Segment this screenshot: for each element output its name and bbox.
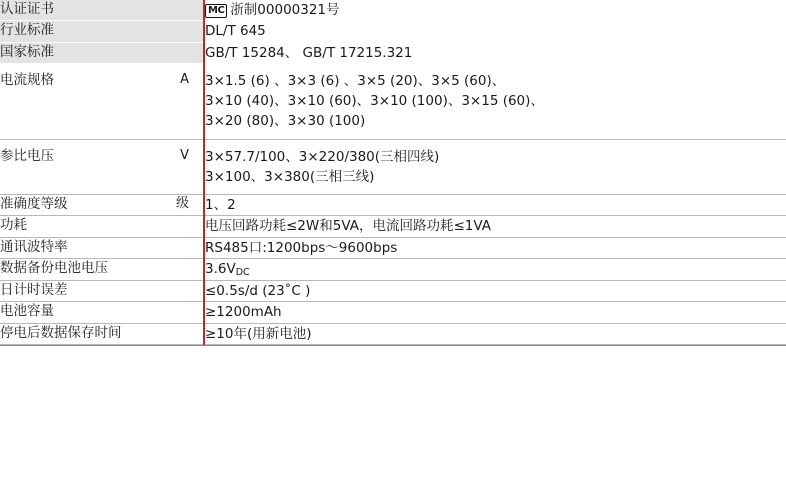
row-label-inner (0, 302, 203, 322)
row-label-cell (0, 323, 204, 344)
row-label-cell (0, 0, 204, 21)
row-label-text: 电池容量 (0, 303, 54, 320)
row-unit-text: A (180, 71, 189, 87)
row-label-text: 行业标准 (0, 22, 54, 39)
row-value-cell (204, 237, 786, 258)
row-unit-text: 级 (175, 196, 189, 211)
row-value-line: RS485口:1200bps～9600bps (205, 239, 398, 256)
row-value-line: $3.6V_{DC}$ (205, 260, 250, 278)
row-value-cell (204, 216, 786, 237)
row-label-inner (0, 43, 203, 63)
table-row (0, 302, 786, 323)
row-value-line: ≥1200mAh (205, 304, 282, 321)
row-label-inner (0, 21, 203, 41)
row-label-inner (0, 324, 203, 344)
row-value-line: 浙制00000321号 (230, 2, 340, 18)
row-label-cell (0, 21, 204, 42)
row-label-inner (0, 0, 203, 20)
row-value-cell (204, 139, 786, 195)
row-value-line: 3×1.5 (6) 、3×3 (6) 、3×5 (20)、3×5 (60)、 (205, 72, 506, 89)
row-label-cell (0, 258, 204, 280)
row-value-line: GB/T 15284、 GB/T 17215.321 (205, 44, 413, 61)
row-unit-text: V (180, 147, 189, 163)
row-label-cell (0, 216, 204, 237)
row-value-line: 3×10 (40)、3×10 (60)、3×10 (100)、3×15 (60)、 (205, 93, 544, 109)
table-row (0, 0, 786, 21)
row-value-line: DL/T 645 (205, 23, 266, 40)
row-label-inner (0, 238, 203, 258)
row-label-cell (0, 302, 204, 323)
row-label-text: 参比电压 (0, 147, 54, 164)
row-value-cell (204, 21, 786, 42)
row-label-cell (0, 237, 204, 258)
row-value-cell (204, 42, 786, 63)
row-label-inner (0, 147, 203, 167)
row-label-text: 功耗 (0, 217, 27, 234)
row-label-text: 电流规格 (0, 71, 54, 88)
row-value-cell (204, 302, 786, 323)
row-label-text: 数据备份电池电压 (0, 259, 108, 276)
table-row (0, 139, 786, 195)
row-label-cell (0, 281, 204, 302)
table-row (0, 281, 786, 302)
row-value-cell (204, 258, 786, 280)
row-value-cell (204, 63, 786, 139)
table-row (0, 42, 786, 63)
row-label-inner (0, 71, 203, 91)
row-value-line: ≥10年(用新电池) (205, 325, 312, 342)
row-value-cell (204, 195, 786, 216)
cmc-certification-icon: MC (205, 4, 227, 18)
row-label-cell (0, 42, 204, 63)
table-row (0, 21, 786, 42)
table-row (0, 195, 786, 216)
row-value-line: ≤0.5s/d (23˚C ) (205, 283, 311, 299)
row-value-line: 1、2 (205, 197, 236, 213)
table-row (0, 237, 786, 258)
table-row (0, 63, 786, 139)
row-value-cell (204, 0, 786, 21)
row-label-text: 停电后数据保存时间 (0, 324, 122, 341)
table-row (0, 216, 786, 237)
row-label-inner (0, 281, 203, 301)
row-label-inner (0, 195, 203, 215)
row-label-cell (0, 139, 204, 195)
row-value-line: 3×57.7/100、3×220/380(三相四线) (205, 148, 440, 165)
table-row (0, 323, 786, 344)
row-label-inner (0, 216, 203, 236)
row-value-line: 3×20 (80)、3×30 (100) (205, 113, 366, 130)
table-row (0, 258, 786, 280)
row-value-cell (204, 323, 786, 344)
row-label-text: 认证证书 (0, 1, 54, 17)
row-value-line: 电压回路功耗≤2W和5VA，电流回路功耗≤1VA (205, 218, 491, 235)
row-label-inner (0, 259, 203, 279)
row-label-text: 日计时误差 (0, 282, 68, 298)
row-label-text: 通讯波特率 (0, 238, 68, 255)
table-bottom-rule (0, 345, 786, 346)
row-value-line: 3×100、3×380(三相三线) (205, 168, 375, 185)
row-label-cell (0, 195, 204, 216)
row-label-cell (0, 63, 204, 139)
row-label-text: 准确度等级 (0, 196, 68, 212)
row-label-text: 国家标准 (0, 43, 54, 60)
row-value-cell (204, 281, 786, 302)
